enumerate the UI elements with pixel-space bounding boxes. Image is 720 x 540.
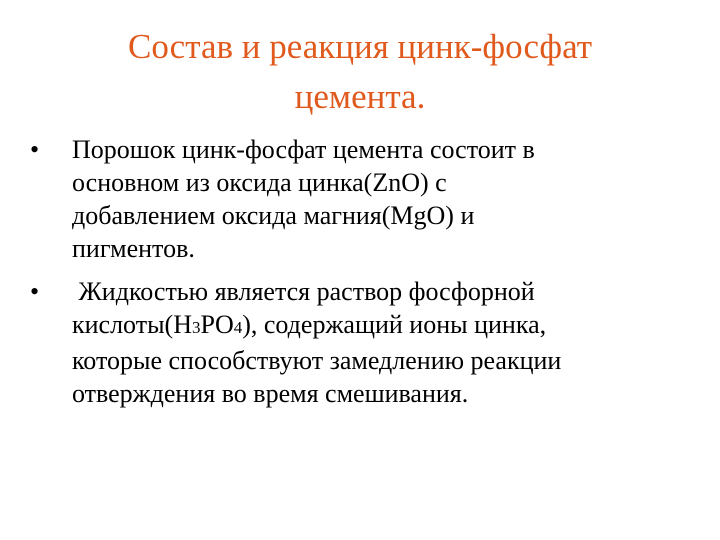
bullet-2-line-4: отверждения во время смешивания. bbox=[72, 379, 469, 408]
bullet-list bbox=[28, 133, 698, 420]
slide-title-line-2: цемента. bbox=[294, 77, 426, 116]
bullet-2-line-3: которые способствуют замедлению реакции bbox=[72, 346, 562, 375]
bullet-1-line-1: Порошок цинк-фосфат цемента состоит в bbox=[72, 135, 535, 164]
bullet-item-liquid bbox=[28, 275, 698, 410]
bullet-2-line-2-suffix: ), содержащий ионы цинка, bbox=[242, 310, 547, 339]
bullet-2-line-2 bbox=[72, 308, 698, 344]
bullet-1-line-4: пигментов. bbox=[72, 234, 195, 263]
subscript-4: 4 bbox=[233, 318, 243, 337]
bullet-2-line-1: Жидкостью является раствор фосфорной bbox=[72, 277, 535, 306]
subscript-3: 3 bbox=[191, 318, 201, 337]
bullet-marker: • bbox=[30, 277, 40, 306]
bullet-1-line-3: добавлением оксида магния(MgO) и bbox=[72, 201, 475, 230]
slide-title-line-1: Состав и реакция цинк-фосфат bbox=[127, 27, 593, 66]
bullet-item-powder bbox=[28, 133, 698, 265]
bullet-2-line-2-prefix: кислоты(H bbox=[72, 310, 192, 339]
slide-title bbox=[60, 22, 660, 122]
bullet-marker: • bbox=[30, 135, 40, 164]
bullet-1-line-2: основном из оксида цинка(ZnO) с bbox=[72, 168, 447, 197]
bullet-2-line-2-mid: PO bbox=[200, 310, 234, 339]
